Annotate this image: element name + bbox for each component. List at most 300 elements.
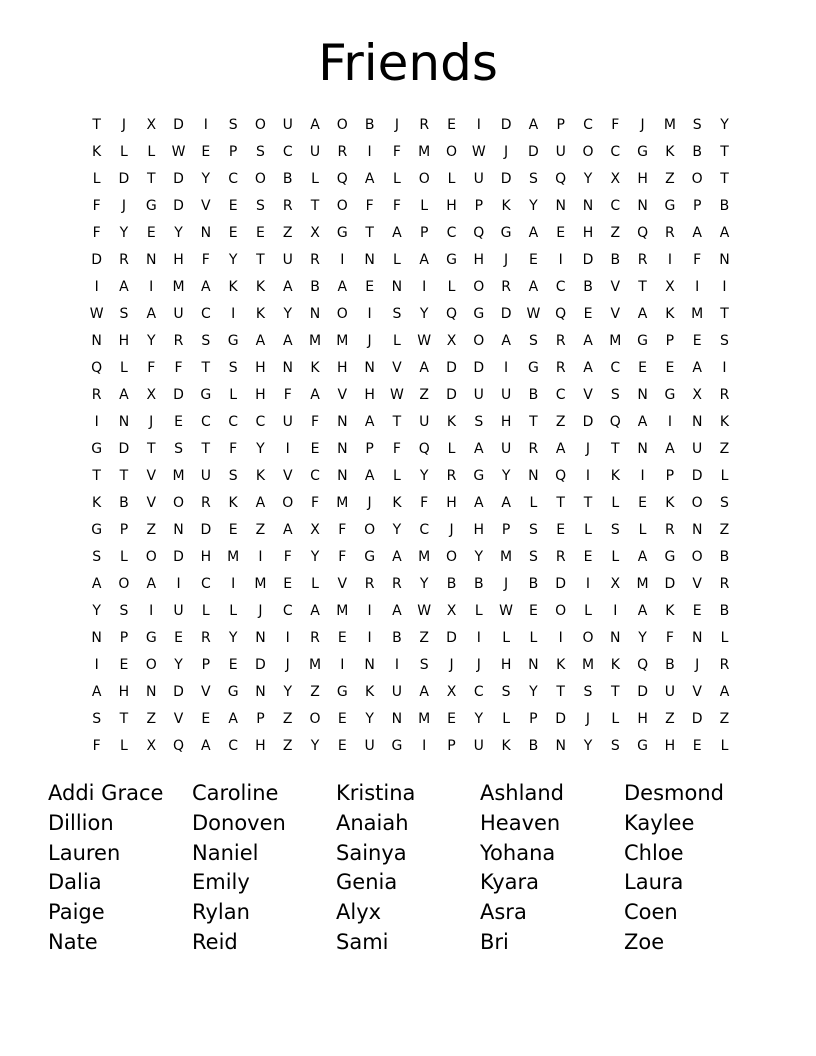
grid-row <box>83 624 738 651</box>
grid-letter: Y <box>474 548 484 565</box>
grid-letter: R <box>637 251 648 268</box>
grid-letter: S <box>692 116 702 133</box>
grid-letter: E <box>201 710 211 727</box>
grid-letter: J <box>504 251 509 268</box>
grid-letter: H <box>500 656 512 673</box>
grid-letter: D <box>582 251 594 268</box>
grid-letter: M <box>418 548 431 565</box>
grid-letter: M <box>663 116 676 133</box>
grid-letter: P <box>501 521 511 538</box>
grid-letter: Y <box>283 683 292 700</box>
grid-letter: A <box>637 413 648 430</box>
grid-letter: V <box>610 305 621 322</box>
grid-letter: A <box>528 224 539 241</box>
grid-letter: E <box>528 602 538 619</box>
grid-letter: S <box>501 683 511 700</box>
grid-letter: E <box>692 737 702 754</box>
grid-letter: Q <box>173 737 185 754</box>
word-list-item: Rylan <box>192 900 250 925</box>
grid-letter: X <box>446 602 457 619</box>
grid-letter: O <box>145 656 157 673</box>
grid-letter: A <box>583 359 593 376</box>
grid-letter: V <box>392 359 402 376</box>
grid-letter: J <box>585 710 591 727</box>
grid-letter: G <box>664 386 676 403</box>
grid-letter: S <box>255 143 265 160</box>
grid-letter: E <box>337 737 347 754</box>
grid-letter: G <box>637 737 649 754</box>
grid-letter: F <box>147 359 156 376</box>
grid-letter: D <box>91 251 103 268</box>
grid-letter: C <box>555 278 566 295</box>
grid-letter: H <box>200 548 212 565</box>
grid-letter: K <box>665 143 675 160</box>
grid-letter: A <box>310 116 320 133</box>
grid-letter: A <box>419 251 429 268</box>
grid-letter: N <box>364 251 375 268</box>
grid-letter: V <box>173 710 184 727</box>
grid-letter: C <box>610 359 621 376</box>
grid-letter: B <box>474 575 484 592</box>
grid-letter: I <box>94 656 99 673</box>
grid-letter: D <box>555 575 567 592</box>
grid-letter: Q <box>609 413 621 430</box>
grid-letter: L <box>584 602 592 619</box>
grid-letter: I <box>667 251 672 268</box>
grid-letter: G <box>91 440 103 457</box>
grid-letter: O <box>418 170 430 187</box>
grid-letter: P <box>447 737 456 754</box>
grid-letter: I <box>367 602 372 619</box>
grid-letter: A <box>255 332 266 349</box>
grid-letter: L <box>638 521 647 538</box>
grid-letter: K <box>365 683 375 700</box>
grid-letter: D <box>118 170 130 187</box>
grid-letter: I <box>476 629 481 646</box>
grid-letter: C <box>255 413 266 430</box>
grid-letter: K <box>255 305 266 322</box>
grid-letter: U <box>282 116 293 133</box>
grid-letter: V <box>201 197 211 214</box>
grid-letter: R <box>337 143 348 160</box>
grid-letter: J <box>504 143 509 160</box>
grid-letter: Z <box>146 710 157 727</box>
grid-letter: T <box>201 440 211 457</box>
grid-letter: T <box>611 683 620 700</box>
grid-letter: L <box>420 197 429 214</box>
grid-letter: Z <box>310 683 320 700</box>
grid-letter: A <box>665 440 675 457</box>
grid-letter: R <box>555 332 566 349</box>
grid-letter: L <box>92 170 101 187</box>
grid-letter: O <box>582 629 594 646</box>
grid-letter: R <box>665 521 675 538</box>
grid-letter: J <box>695 656 700 673</box>
grid-letter: O <box>336 116 348 133</box>
grid-letter: B <box>119 494 129 511</box>
grid-letter: F <box>283 548 292 565</box>
word-list-item: Ashland <box>480 781 564 805</box>
grid-letter: K <box>92 494 102 511</box>
grid-letter: A <box>364 467 375 484</box>
grid-letter: B <box>610 251 621 268</box>
grid-letter: M <box>308 332 322 349</box>
grid-letter: K <box>501 197 511 214</box>
grid-letter: I <box>149 278 154 295</box>
grid-letter: I <box>285 629 290 646</box>
grid-row <box>83 300 738 327</box>
grid-letter: Y <box>174 224 183 241</box>
grid-letter: K <box>255 467 266 484</box>
grid-letter: Y <box>501 467 511 484</box>
grid-row <box>83 246 738 273</box>
grid-letter: E <box>174 413 183 430</box>
grid-letter: L <box>229 602 238 619</box>
grid-letter: F <box>92 737 101 754</box>
grid-letter: L <box>611 710 620 727</box>
grid-letter: A <box>474 494 484 511</box>
grid-letter: L <box>611 494 620 511</box>
grid-letter: I <box>203 116 208 133</box>
grid-letter: E <box>447 710 456 727</box>
grid-letter: E <box>665 359 675 376</box>
grid-letter: J <box>367 494 372 511</box>
grid-letter: A <box>91 683 102 700</box>
grid-letter: I <box>94 413 99 430</box>
grid-letter: L <box>529 629 538 646</box>
grid-letter: U <box>500 386 512 403</box>
grid-letter: D <box>173 170 184 187</box>
grid-letter: S <box>201 332 211 349</box>
grid-letter: H <box>255 359 266 376</box>
grid-letter: Z <box>282 737 293 754</box>
grid-letter: P <box>119 629 129 646</box>
grid-letter: O <box>173 494 185 511</box>
grid-letter: T <box>201 359 211 376</box>
grid-letter: A <box>255 494 266 511</box>
grid-letter: C <box>610 197 621 214</box>
grid-letter: O <box>691 548 703 565</box>
grid-letter: U <box>473 170 484 187</box>
grid-letter: E <box>174 629 183 646</box>
grid-letter: M <box>172 278 185 295</box>
grid-letter: T <box>146 440 156 457</box>
grid-letter: D <box>446 359 457 376</box>
grid-letter: I <box>285 440 290 457</box>
grid-letter: Z <box>665 710 675 727</box>
word-list-item: Reid <box>192 929 238 954</box>
grid-letter: B <box>364 116 375 133</box>
grid-letter: I <box>722 278 727 295</box>
grid-letter: F <box>392 440 401 457</box>
grid-letter: K <box>228 278 238 295</box>
grid-letter: G <box>391 737 403 754</box>
grid-letter: O <box>364 521 376 538</box>
grid-letter: L <box>120 548 128 565</box>
grid-letter: B <box>282 170 293 187</box>
grid-letter: Z <box>719 440 730 457</box>
grid-letter: N <box>719 251 730 268</box>
grid-letter: A <box>719 224 730 241</box>
grid-letter: V <box>337 575 348 592</box>
grid-letter: G <box>227 332 239 349</box>
word-list-item: Sami <box>336 929 389 954</box>
grid-letter: R <box>392 575 402 592</box>
grid-row <box>83 732 738 759</box>
grid-letter: N <box>610 629 621 646</box>
grid-letter: T <box>310 197 320 214</box>
grid-letter: D <box>637 683 648 700</box>
grid-letter: U <box>309 143 321 160</box>
grid-letter: G <box>145 629 157 646</box>
grid-letter: P <box>419 224 429 241</box>
grid-letter: S <box>528 548 538 565</box>
grid-letter: O <box>254 116 266 133</box>
grid-letter: Y <box>92 602 101 619</box>
grid-letter: N <box>637 386 648 403</box>
grid-letter: Q <box>637 224 649 241</box>
grid-letter: P <box>474 197 484 214</box>
grid-letter: M <box>227 548 240 565</box>
page-title: Friends <box>318 34 498 92</box>
grid-letter: N <box>637 197 648 214</box>
grid-letter: P <box>228 143 238 160</box>
grid-letter: J <box>121 197 127 214</box>
grid-letter: E <box>228 521 238 538</box>
grid-letter: F <box>365 197 374 214</box>
grid-letter: S <box>419 656 429 673</box>
grid-row <box>83 381 738 408</box>
grid-row <box>83 327 738 354</box>
grid-letter: S <box>392 305 402 322</box>
grid-letter: X <box>146 737 157 754</box>
grid-letter: F <box>338 521 347 538</box>
grid-letter: K <box>446 413 457 430</box>
grid-letter: Q <box>473 224 485 241</box>
grid-letter: A <box>228 710 238 727</box>
grid-letter: I <box>558 251 563 268</box>
grid-letter: R <box>310 251 320 268</box>
grid-letter: E <box>583 548 593 565</box>
grid-row <box>83 597 738 624</box>
grid-letter: L <box>393 170 401 187</box>
grid-letter: N <box>337 440 348 457</box>
grid-letter: C <box>583 116 593 133</box>
grid-letter: R <box>310 629 320 646</box>
grid-letter: E <box>337 629 347 646</box>
grid-letter: H <box>255 737 266 754</box>
grid-letter: A <box>364 413 375 430</box>
grid-letter: T <box>720 305 729 322</box>
grid-letter: X <box>446 332 457 349</box>
grid-row <box>83 462 738 489</box>
grid-letter: E <box>638 359 648 376</box>
grid-letter: B <box>719 602 730 619</box>
grid-letter: S <box>610 521 620 538</box>
grid-letter: F <box>92 197 101 214</box>
grid-letter: N <box>282 359 293 376</box>
grid-letter: N <box>391 710 403 727</box>
grid-letter: S <box>119 602 129 619</box>
grid-letter: B <box>528 386 539 403</box>
word-list-item: Nate <box>48 929 98 954</box>
grid-letter: O <box>445 143 458 160</box>
grid-letter: H <box>582 224 594 241</box>
grid-letter: B <box>528 575 539 592</box>
grid-letter: G <box>500 224 512 241</box>
grid-letter: H <box>255 386 266 403</box>
grid-letter: J <box>640 116 645 133</box>
grid-letter: S <box>92 548 102 565</box>
grid-letter: A <box>692 224 702 241</box>
grid-letter: I <box>667 413 672 430</box>
word-list-item: Anaiah <box>336 810 409 835</box>
grid-letter: C <box>555 386 566 403</box>
grid-letter: K <box>228 494 238 511</box>
grid-letter: N <box>255 629 266 646</box>
grid-letter: P <box>556 116 565 133</box>
grid-letter: G <box>664 197 676 214</box>
grid-letter: E <box>528 251 538 268</box>
grid-letter: D <box>173 197 184 214</box>
grid-letter: Z <box>419 386 429 403</box>
grid-letter: X <box>446 683 457 700</box>
grid-letter: L <box>502 629 510 646</box>
grid-letter: A <box>364 170 375 187</box>
grid-letter: O <box>336 305 348 322</box>
grid-letter: T <box>119 710 129 727</box>
grid-letter: N <box>173 521 184 538</box>
grid-letter: G <box>364 548 376 565</box>
grid-row <box>83 138 738 165</box>
grid-letter: D <box>446 629 457 646</box>
grid-letter: S <box>174 440 183 457</box>
grid-letter: B <box>719 548 730 565</box>
grid-letter: O <box>336 197 348 214</box>
grid-letter: C <box>610 143 621 160</box>
grid-letter: I <box>422 737 427 754</box>
grid-letter: J <box>394 116 399 133</box>
grid-letter: A <box>201 737 211 754</box>
grid-letter: Y <box>392 521 402 538</box>
grid-letter: Q <box>555 170 567 187</box>
grid-letter: L <box>447 170 456 187</box>
grid-letter: S <box>528 332 538 349</box>
grid-row <box>83 192 738 219</box>
grid-letter: S <box>119 305 129 322</box>
grid-letter: S <box>528 170 538 187</box>
grid-letter: E <box>638 494 648 511</box>
grid-letter: R <box>555 548 566 565</box>
grid-letter: U <box>282 413 293 430</box>
grid-letter: Y <box>310 548 320 565</box>
grid-letter: X <box>310 521 320 538</box>
grid-letter: W <box>389 386 404 403</box>
word-list-item: Genia <box>336 870 398 895</box>
grid-letter: T <box>720 170 729 187</box>
grid-letter: L <box>120 359 128 376</box>
grid-letter: C <box>200 413 211 430</box>
grid-letter: S <box>474 413 484 430</box>
grid-letter: C <box>200 575 211 592</box>
grid-letter: A <box>146 575 157 592</box>
grid-letter: B <box>719 197 730 214</box>
grid-row <box>83 354 738 381</box>
grid-letter: G <box>336 683 348 700</box>
grid-letter: I <box>231 305 236 322</box>
grid-letter: N <box>691 629 703 646</box>
grid-letter: F <box>392 143 401 160</box>
grid-letter: E <box>201 143 211 160</box>
grid-letter: K <box>310 359 320 376</box>
grid-letter: U <box>473 737 484 754</box>
grid-letter: D <box>446 386 457 403</box>
grid-letter: D <box>555 710 567 727</box>
grid-letter: V <box>583 386 593 403</box>
grid-letter: M <box>418 143 431 160</box>
grid-letter: K <box>501 737 511 754</box>
grid-letter: T <box>92 116 101 133</box>
grid-letter: U <box>391 683 403 700</box>
grid-letter: E <box>556 521 566 538</box>
grid-letter: G <box>446 251 457 268</box>
grid-letter: A <box>337 278 348 295</box>
grid-letter: I <box>394 656 399 673</box>
grid-letter: U <box>173 602 184 619</box>
grid-row <box>83 408 738 435</box>
grid-letter: R <box>719 656 730 673</box>
grid-letter: Z <box>255 521 266 538</box>
grid-letter: N <box>118 413 130 430</box>
grid-letter: A <box>392 548 402 565</box>
grid-letter: T <box>720 143 729 160</box>
grid-letter: O <box>691 494 703 511</box>
grid-letter: I <box>613 602 618 619</box>
grid-letter: B <box>665 656 675 673</box>
grid-row <box>83 570 738 597</box>
grid-letter: C <box>310 467 320 484</box>
grid-letter: H <box>118 683 130 700</box>
grid-letter: R <box>719 575 730 592</box>
grid-letter: O <box>145 548 157 565</box>
grid-letter: S <box>92 710 102 727</box>
grid-letter: B <box>446 575 457 592</box>
grid-letter: L <box>120 143 128 160</box>
grid-row <box>83 219 738 246</box>
grid-letter: X <box>610 575 621 592</box>
grid-letter: X <box>665 278 675 295</box>
grid-letter: C <box>228 170 239 187</box>
grid-letter: S <box>228 116 238 133</box>
grid-letter: S <box>528 521 538 538</box>
word-list-item: Coen <box>624 900 678 925</box>
grid-letter: K <box>665 305 675 322</box>
word-list-item: Desmond <box>624 781 724 805</box>
grid-letter: J <box>367 332 372 349</box>
grid-letter: W <box>89 305 104 322</box>
grid-letter: A <box>528 116 539 133</box>
grid-letter: M <box>336 332 349 349</box>
word-list-item: Dalia <box>48 870 102 895</box>
grid-row <box>83 543 738 570</box>
grid-letter: T <box>638 278 647 295</box>
grid-letter: L <box>611 548 620 565</box>
grid-letter: T <box>583 494 593 511</box>
grid-letter: U <box>419 413 430 430</box>
grid-letter: O <box>118 575 130 592</box>
grid-letter: N <box>691 413 703 430</box>
grid-letter: D <box>500 305 512 322</box>
